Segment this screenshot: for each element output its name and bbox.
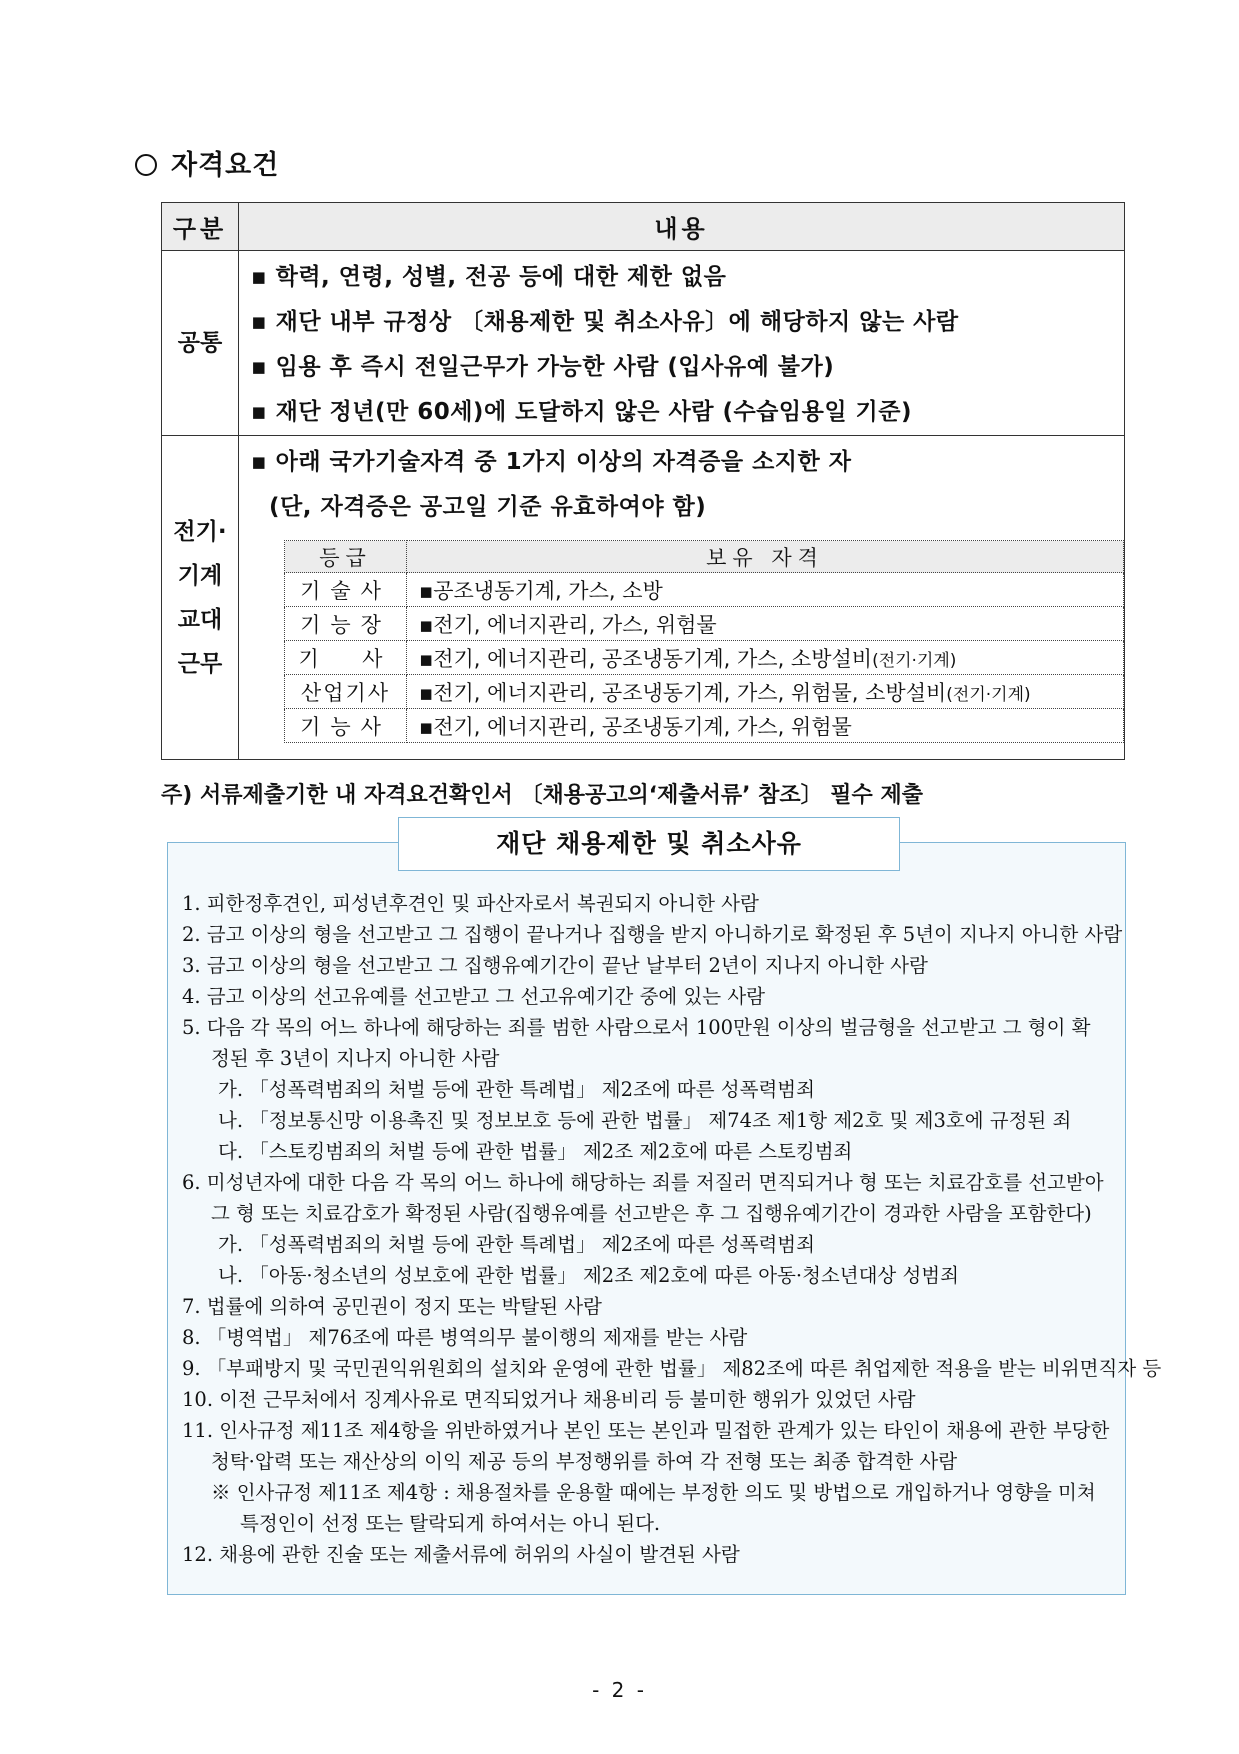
category-elec-line: 전기· (173, 518, 227, 545)
license-grade: 산업기사 (285, 675, 407, 709)
license-qualification (407, 709, 1124, 743)
license-suffix: (전기·기계) (946, 684, 1031, 705)
license-header-grade: 등급 (285, 541, 407, 573)
license-grade: 기술사 (285, 573, 407, 607)
table-row-elec (162, 436, 1125, 760)
list-item: 8. 「병역법」 제76조에 따른 병역의무 불이행의 제재를 받는 사람 (182, 1326, 748, 1349)
table-row (285, 573, 1124, 607)
list-item: 그 형 또는 치료감호가 확정된 사람(집행유예를 선고받은 후 그 집행유예기간이 경과한 사람을 포함한다) (211, 1202, 1092, 1225)
list-item: 나. 「아동·청소년의 성보호에 관한 법률」 제2조 제2호에 따른 아동·청소년대상 성범죄 (218, 1264, 959, 1287)
license-header-row (285, 541, 1124, 573)
table-row (285, 607, 1124, 641)
table-row (285, 709, 1124, 743)
list-item: 가. 「성폭력범죄의 처벌 등에 관한 특례법」 제2조에 따른 성폭력범죄 (218, 1233, 815, 1256)
table-row (285, 675, 1124, 709)
list-item: 10. 이전 근무처에서 징계사유로 면직되었거나 채용비리 등 불미한 행위가 있었던 사람 (182, 1388, 916, 1411)
license-qualification (407, 607, 1124, 641)
license-qualification-text: ▪전기, 에너지관리, 공조냉동기계, 가스, 위험물, 소방설비 (419, 680, 947, 705)
list-item: 정된 후 3년이 지나지 아니한 사람 (211, 1047, 500, 1070)
list-item: 7. 법률에 의하여 공민권이 정지 또는 박탈된 사람 (182, 1295, 602, 1318)
license-qualification-text: ▪전기, 에너지관리, 공조냉동기계, 가스, 소방설비 (419, 646, 873, 671)
list-item: 9. 「부패방지 및 국민권익위원회의 설치와 운영에 관한 법률」 제82조에 따른 취업제한 적용을 받는 비위면직자 등 (182, 1357, 1162, 1380)
list-item: 4. 금고 이상의 선고유예를 선고받고 그 선고유예기간 중에 있는 사람 (182, 985, 765, 1008)
common-requirements (239, 251, 1125, 436)
qualification-table (161, 202, 1125, 760)
list-item: 특정인이 선정 또는 탈락되게 하여서는 아니 된다. (240, 1512, 661, 1535)
list-item: 6. 미성년자에 대한 다음 각 목의 어느 하나에 해당하는 죄를 저질러 면직되거나 형 또는 치료감호를 선고받아 (182, 1171, 1104, 1194)
section-title-text: 자격요건 (171, 150, 280, 181)
license-qualification (407, 641, 1124, 675)
list-item: ※ 인사규정 제11조 제4항 : 채용절차를 운용할 때에는 부정한 의도 및 방법으로 개입하거나 영향을 미쳐 (211, 1481, 1096, 1504)
list-item: 5. 다음 각 목의 어느 하나에 해당하는 죄를 범한 사람으로서 100만원 이상의 벌금형을 선고받고 그 형이 확 (182, 1016, 1091, 1039)
license-grade: 기능사 (285, 709, 407, 743)
header-category: 구분 (162, 203, 239, 251)
license-qualification-text: ▪전기, 에너지관리, 공조냉동기계, 가스, 위험물 (419, 714, 852, 739)
footnote: 주) 서류제출기한 내 자격요건확인서 〔채용공고의‘제출서류’ 참조〕 필수 제출 (161, 783, 923, 808)
list-item: 1. 피한정후견인, 피성년후견인 및 파산자로서 복권되지 아니한 사람 (182, 892, 759, 915)
list-item: 3. 금고 이상의 형을 선고받고 그 집행유예기간이 끝난 날부터 2년이 지나지 아니한 사람 (182, 954, 928, 977)
license-qualification-text: ▪공조냉동기계, 가스, 소방 (419, 578, 663, 603)
license-suffix: (전기·기계) (872, 650, 957, 671)
list-item: 11. 인사규정 제11조 제4항을 위반하였거나 본인 또는 본인과 밀접한 관계가 있는 타인이 채용에 관한 부당한 (182, 1419, 1110, 1442)
category-common: 공통 (162, 251, 239, 436)
circle-bullet-icon (135, 154, 157, 176)
license-qualification (407, 573, 1124, 607)
requirement-item: ▪ 재단 정년(만 60세)에 도달하지 않은 사람 (수습임용일 기준) (251, 399, 912, 425)
list-item: 다. 「스토킹범죄의 처벌 등에 관한 법률」 제2조 제2호에 따른 스토킹범죄 (218, 1140, 853, 1163)
table-header-row (162, 203, 1125, 251)
list-item: 청탁·압력 또는 재산상의 이익 제공 등의 부정행위를 하여 각 전형 또는 최종 합격한 사람 (211, 1450, 958, 1473)
reasons-title: 재단 채용제한 및 취소사유 (398, 817, 900, 871)
header-content: 내용 (239, 203, 1125, 251)
requirement-item: ▪ 아래 국가기술자격 중 1가지 이상의 자격증을 소지한 자 (251, 449, 852, 475)
category-elec-line: 근무 (177, 650, 223, 677)
reasons-list (182, 888, 1162, 1570)
requirement-note: (단, 자격증은 공고일 기준 유효하여야 함) (269, 494, 707, 520)
requirement-item: ▪ 재단 내부 규정상 〔채용제한 및 취소사유〕에 해당하지 않는 사람 (251, 309, 959, 335)
list-item: 2. 금고 이상의 형을 선고받고 그 집행이 끝나거나 집행을 받지 아니하기로 확정된 후 5년이 지나지 아니한 사람 (182, 923, 1123, 946)
requirement-item: ▪ 임용 후 즉시 전일근무가 가능한 사람 (입사유예 불가) (251, 354, 835, 380)
list-item: 가. 「성폭력범죄의 처벌 등에 관한 특례법」 제2조에 따른 성폭력범죄 (218, 1078, 815, 1101)
list-item: 12. 채용에 관한 진술 또는 제출서류에 허위의 사실이 발견된 사람 (182, 1543, 740, 1566)
category-elec-line: 교대 (177, 606, 223, 633)
list-item: 나. 「정보통신망 이용촉진 및 정보보호 등에 관한 법률」 제74조 제1항 제2호 및 제3호에 규정된 죄 (218, 1109, 1072, 1132)
page-number: - 2 - (592, 1678, 647, 1702)
elec-requirements (239, 436, 1125, 760)
license-table (284, 540, 1124, 743)
table-row-common (162, 251, 1125, 436)
section-title (135, 143, 279, 182)
license-grade: 기 사 (285, 641, 407, 675)
license-qualification-text: ▪전기, 에너지관리, 가스, 위험물 (419, 612, 717, 637)
category-elec-line: 기계 (177, 562, 223, 589)
license-qualification (407, 675, 1124, 709)
requirement-item: ▪ 학력, 연령, 성별, 전공 등에 대한 제한 없음 (251, 264, 727, 290)
table-row (285, 641, 1124, 675)
license-header-qualification: 보유 자격 (407, 541, 1124, 573)
license-grade: 기능장 (285, 607, 407, 641)
category-elec (162, 436, 239, 760)
